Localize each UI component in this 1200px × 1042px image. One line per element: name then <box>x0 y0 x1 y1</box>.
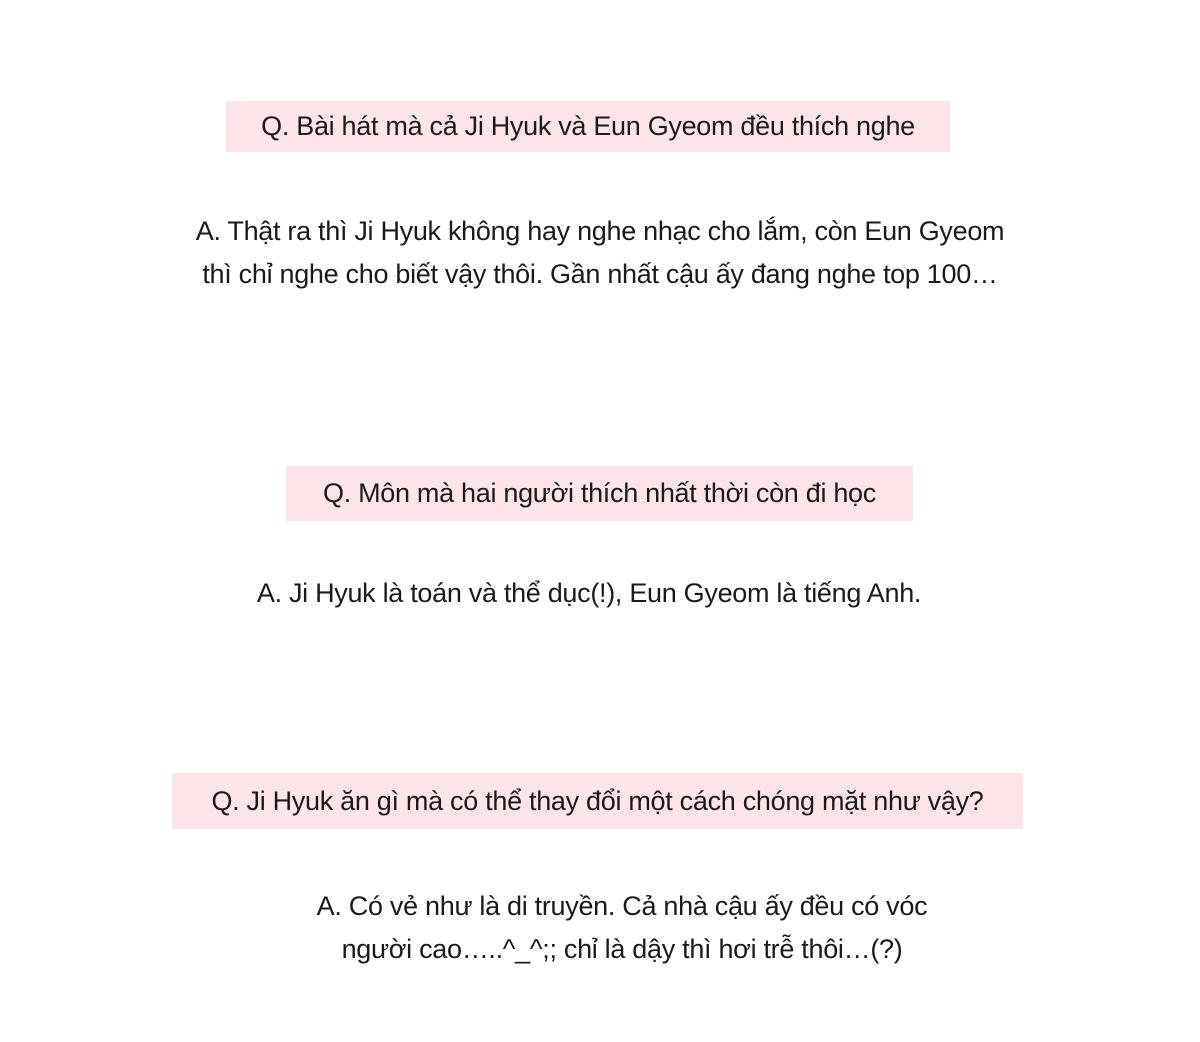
question-1 <box>226 101 950 152</box>
question-3 <box>172 773 1023 829</box>
answer-2 <box>0 572 1189 615</box>
question-1-text: Q. Bài hát mà cả Ji Hyuk và Eun Gyeom đều thích nghe <box>261 111 915 141</box>
answer-3-line-1: A. Có vẻ như là di truyền. Cả nhà cậu ấy đều có vóc <box>316 891 928 921</box>
answer-1-line-2: thì chỉ nghe cho biết vậy thôi. Gần nhất cậu ấy đang nghe top 100… <box>202 259 998 289</box>
question-2-text: Q. Môn mà hai người thích nhất thời còn đi học <box>323 478 876 508</box>
question-2 <box>286 466 913 521</box>
answer-2-line-1: A. Ji Hyuk là toán và thể dục(!), Eun Gyeom là tiếng Anh. <box>256 578 922 608</box>
question-3-text: Q. Ji Hyuk ăn gì mà có thể thay đổi một cách chóng mặt như vậy? <box>211 785 984 816</box>
answer-1 <box>0 210 1200 296</box>
answer-3 <box>22 885 1200 971</box>
answer-3-line-2: người cao…..^_^;; chỉ là dậy thì hơi trễ thôi…(?) <box>341 934 903 964</box>
answer-1-line-1: A. Thật ra thì Ji Hyuk không hay nghe nhạc cho lắm, còn Eun Gyeom <box>195 216 1005 246</box>
